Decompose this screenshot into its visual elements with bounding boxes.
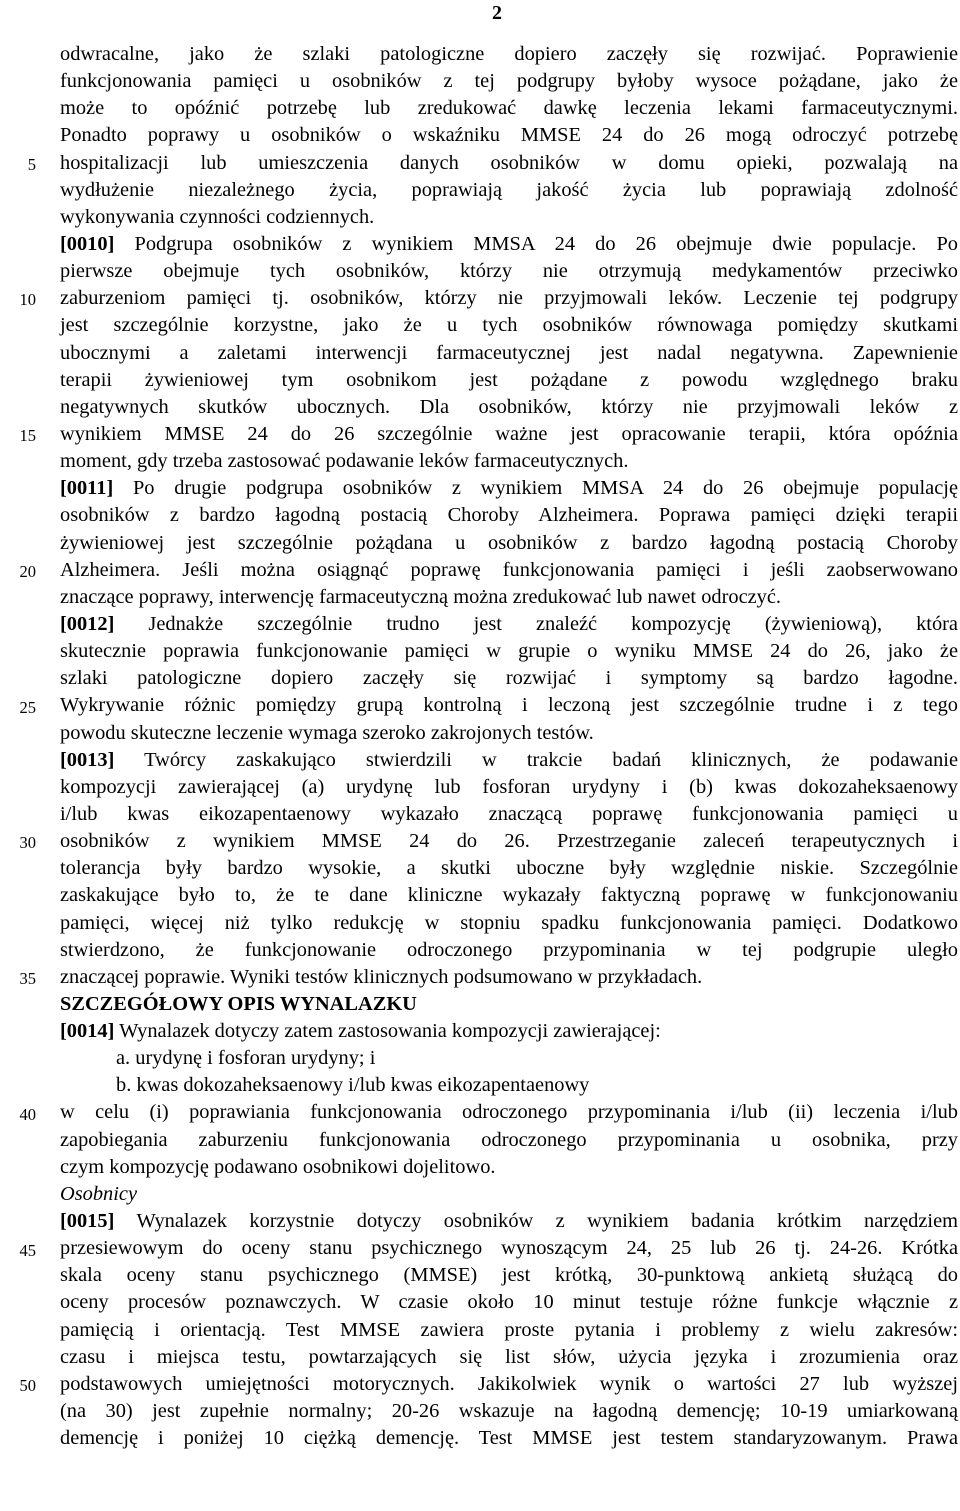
line-text: SZCZEGÓŁOWY OPIS WYNALAZKU <box>60 992 417 1015</box>
line-text: Twórcy zaskakująco stwierdzili w trakcie badań klinicznych, że podawanie <box>114 748 958 771</box>
line-number: 5 <box>27 154 36 174</box>
text-line <box>60 258 958 285</box>
line-text: ubocznymi a zaletami interwencji farmaceutycznej jest nadal negatywna. Zapewnienie <box>60 341 958 364</box>
text-line <box>60 1425 958 1452</box>
text-line <box>60 855 958 882</box>
line-text: przesiewowym do oceny stanu psychicznego wynoszącym 24, 25 lub 26 tj. 24-26. Krótka <box>60 1237 958 1260</box>
text-line <box>60 937 958 964</box>
text-line <box>60 1317 958 1344</box>
text-line <box>60 421 958 448</box>
text-line <box>60 122 958 149</box>
text-line <box>60 665 958 692</box>
line-text: znaczącej poprawie. Wyniki testów klinicznych podsumowano w przykładach. <box>60 965 703 988</box>
line-number: 50 <box>19 1376 36 1396</box>
line-text: Alzheimera. Jeśli można osiągnąć poprawę funkcjonowania pamięci i jeśli zaobserwowano <box>60 558 958 581</box>
text-line <box>60 530 958 557</box>
line-text: a. urydynę i fosforan urydyny; i <box>116 1047 376 1070</box>
text-line <box>60 964 958 991</box>
line-text: oceny procesów poznawczych. W czasie około 10 minut testuje różne funkcje włącznie z <box>60 1291 958 1314</box>
text-line <box>60 638 958 665</box>
text-line <box>60 177 958 204</box>
text-line <box>60 1154 958 1181</box>
line-number: 35 <box>19 969 36 989</box>
line-text: czym kompozycję podawano osobnikowi dojelitowo. <box>60 1155 496 1178</box>
text-line <box>60 1045 958 1072</box>
paragraph-number: [0012] <box>60 612 115 635</box>
text-line <box>60 285 958 312</box>
text-line <box>60 882 958 909</box>
text-line <box>60 204 958 231</box>
line-number: 30 <box>19 833 36 853</box>
line-number: 10 <box>19 290 36 310</box>
text-line <box>60 150 958 177</box>
line-text: czasu i miejsca testu, powtarzających się list słów, użycia języka i zrozumienia oraz <box>60 1345 958 1368</box>
line-text: jest szczególnie korzystne, jako że u tych osobników równowaga pomiędzy skutkami <box>60 314 958 337</box>
text-line <box>60 41 958 68</box>
line-number: 20 <box>19 561 36 581</box>
line-text: Wynalazek dotyczy zatem zastosowania kompozycji zawierającej: <box>114 1020 661 1043</box>
text-line <box>60 692 958 719</box>
line-text: Podgrupa osobników z wynikiem MMSA 24 do 26 obejmuje dwie populacje. Po <box>114 232 958 255</box>
line-text: podstawowych umiejętności motorycznych. Jakikolwiek wynik o wartości 27 lub wyższej <box>60 1372 958 1395</box>
text-line <box>60 95 958 122</box>
paragraph-number: [0010] <box>60 232 115 255</box>
line-text: osobników z bardzo łagodną postacią Choroby Alzheimera. Poprawa pamięci dzięki terapii <box>60 504 958 527</box>
text-line <box>60 1127 958 1154</box>
line-text: pamięcią i orientacją. Test MMSE zawiera proste pytania i problemy z wielu zakresów: <box>60 1318 958 1341</box>
line-text: szlaki patologiczne dopiero zaczęły się rozwijać i symptomy są bardzo łagodne. <box>60 667 958 690</box>
text-line <box>60 1072 958 1099</box>
line-text: hospitalizacji lub umieszczenia danych osobników w domu opieki, pozwalają na <box>60 151 958 174</box>
line-number: 25 <box>19 697 36 717</box>
line-text: tolerancja były bardzo wysokie, a skutki uboczne były względnie niskie. Szczególnie <box>60 857 958 880</box>
text-line <box>60 1181 958 1208</box>
line-text: (na 30) jest zupełnie normalny; 20-26 wskazuje na łagodną demencję; 10-19 umiarkowaną <box>60 1400 958 1423</box>
line-text: w celu (i) poprawiania funkcjonowania odroczonego przypominania i/lub (ii) leczenia i/lub <box>60 1101 958 1124</box>
document-body <box>60 41 958 1452</box>
line-text: Wykrywanie różnic pomiędzy grupą kontrolną i leczoną jest szczególnie trudne i z tego <box>60 694 958 717</box>
text-line <box>60 367 958 394</box>
paragraph-number: [0014] <box>60 1020 115 1043</box>
line-text: pierwsze obejmuje tych osobników, którzy nie otrzymują medykamentów przeciwko <box>60 260 958 283</box>
line-text: wydłużenie niezależnego życia, poprawiają jakość życia lub poprawiają zdolność <box>60 178 958 201</box>
text-line <box>60 1344 958 1371</box>
text-line <box>60 557 958 584</box>
line-text: pamięci, więcej niż tylko redukcję w stopniu spadku funkcjonowania pamięci. Dodatkowo <box>60 911 958 934</box>
paragraph-start-line <box>60 611 958 638</box>
line-text: osobników z wynikiem MMSE 24 do 26. Przestrzeganie zaleceń terapeutycznych i <box>60 830 958 853</box>
paragraph-number: [0015] <box>60 1210 115 1233</box>
text-line <box>60 910 958 937</box>
line-text: wykonywania czynności codziennych. <box>60 205 375 228</box>
paragraph-start-line <box>60 231 958 258</box>
text-line <box>60 1398 958 1425</box>
text-line <box>60 774 958 801</box>
line-text: odwracalne, jako że szlaki patologiczne dopiero zaczęły się rozwijać. Poprawienie <box>60 43 958 65</box>
line-text: może to opóźnić potrzebę lub zredukować dawkę leczenia lekami farmaceutycznymi. <box>60 97 958 120</box>
paragraph-start-line <box>60 1208 958 1235</box>
text-line <box>60 584 958 611</box>
line-text: żywieniowej jest szczególnie pożądana u osobników z bardzo łagodną postacią Choroby <box>60 531 958 554</box>
line-text: terapii żywieniowej tym osobnikom jest pożądane z powodu względnego braku <box>60 368 958 391</box>
line-text: skutecznie poprawia funkcjonowanie pamięci w grupie o wyniku MMSE 24 do 26, jako że <box>60 640 958 663</box>
text-line <box>60 68 958 95</box>
line-text: Po drugie podgrupa osobników z wynikiem MMSA 24 do 26 obejmuje populację <box>113 477 958 500</box>
line-text: Osobnicy <box>60 1182 138 1205</box>
line-text: kompozycji zawierającej (a) urydynę lub fosforan urydyny i (b) kwas dokozaheksaenowy <box>60 775 958 798</box>
line-text: b. kwas dokozaheksaenowy i/lub kwas eikozapentaenowy <box>116 1074 590 1097</box>
line-text: Wynalazek korzystnie dotyczy osobników z wynikiem badania krótkim narzędziem <box>114 1210 958 1233</box>
line-text: moment, gdy trzeba zastosować podawanie leków farmaceutycznych. <box>60 450 629 473</box>
text-line <box>60 1262 958 1289</box>
text-line <box>60 1371 958 1398</box>
text-line <box>60 1235 958 1262</box>
line-text: funkcjonowania pamięci u osobników z tej podgrupy byłoby wysoce pożądane, jako że <box>60 70 958 93</box>
text-line <box>60 720 958 747</box>
paragraph-start-line <box>60 747 958 774</box>
line-text: stwierdzono, że funkcjonowanie odroczonego przypominania w tej podgrupie uległo <box>60 938 958 961</box>
text-line <box>60 340 958 367</box>
line-text: negatywnych skutków ubocznych. Dla osobników, którzy nie przyjmowali leków z <box>60 395 958 418</box>
paragraph-number: [0013] <box>60 748 115 771</box>
line-text: demencję i poniżej 10 ciężką demencję. Test MMSE jest testem standaryzowanym. Prawa <box>60 1427 958 1450</box>
line-number: 15 <box>19 426 36 446</box>
line-text: zaskakujące było to, że te dane kliniczne wykazały faktyczną poprawę w funkcjonowaniu <box>60 884 958 907</box>
line-number: 40 <box>19 1104 36 1124</box>
text-line <box>60 312 958 339</box>
paragraph-start-line <box>60 1018 958 1045</box>
line-text: zaburzeniom pamięci tj. osobników, którzy nie przyjmowali leków. Leczenie tej podgrupy <box>60 287 958 310</box>
line-text: Jednakże szczególnie trudno jest znaleźć kompozycję (żywieniową), która <box>114 612 958 635</box>
text-line <box>60 1289 958 1316</box>
line-text: zapobiegania zaburzeniu funkcjonowania odroczonego przypominania u osobnika, przy <box>60 1128 958 1151</box>
line-text: powodu skuteczne leczenie wymaga szeroko zakrojonych testów. <box>60 721 594 744</box>
line-text: skala oceny stanu psychicznego (MMSE) jest krótką, 30-punktową ankietą służącą do <box>60 1264 958 1287</box>
text-line <box>60 1099 958 1126</box>
section-heading <box>60 991 958 1018</box>
text-line <box>60 448 958 475</box>
page-number: 2 <box>492 2 502 24</box>
paragraph-start-line <box>60 475 958 502</box>
paragraph-number: [0011] <box>60 477 114 500</box>
text-line <box>60 502 958 529</box>
text-line <box>60 801 958 828</box>
line-text: i/lub kwas eikozapentaenowy wykazało znaczącą poprawę funkcjonowania pamięci u <box>60 802 958 825</box>
text-line <box>60 828 958 855</box>
line-number: 45 <box>19 1240 36 1260</box>
line-text: wynikiem MMSE 24 do 26 szczególnie ważne jest opracowanie terapii, która opóźnia <box>60 422 958 445</box>
text-line <box>60 394 958 421</box>
line-text: znaczące poprawy, interwencję farmaceutyczną można zredukować lub nawet odroczyć. <box>60 585 782 608</box>
line-text: Ponadto poprawy u osobników o wskaźniku MMSE 24 do 26 mogą odroczyć potrzebę <box>60 124 958 147</box>
